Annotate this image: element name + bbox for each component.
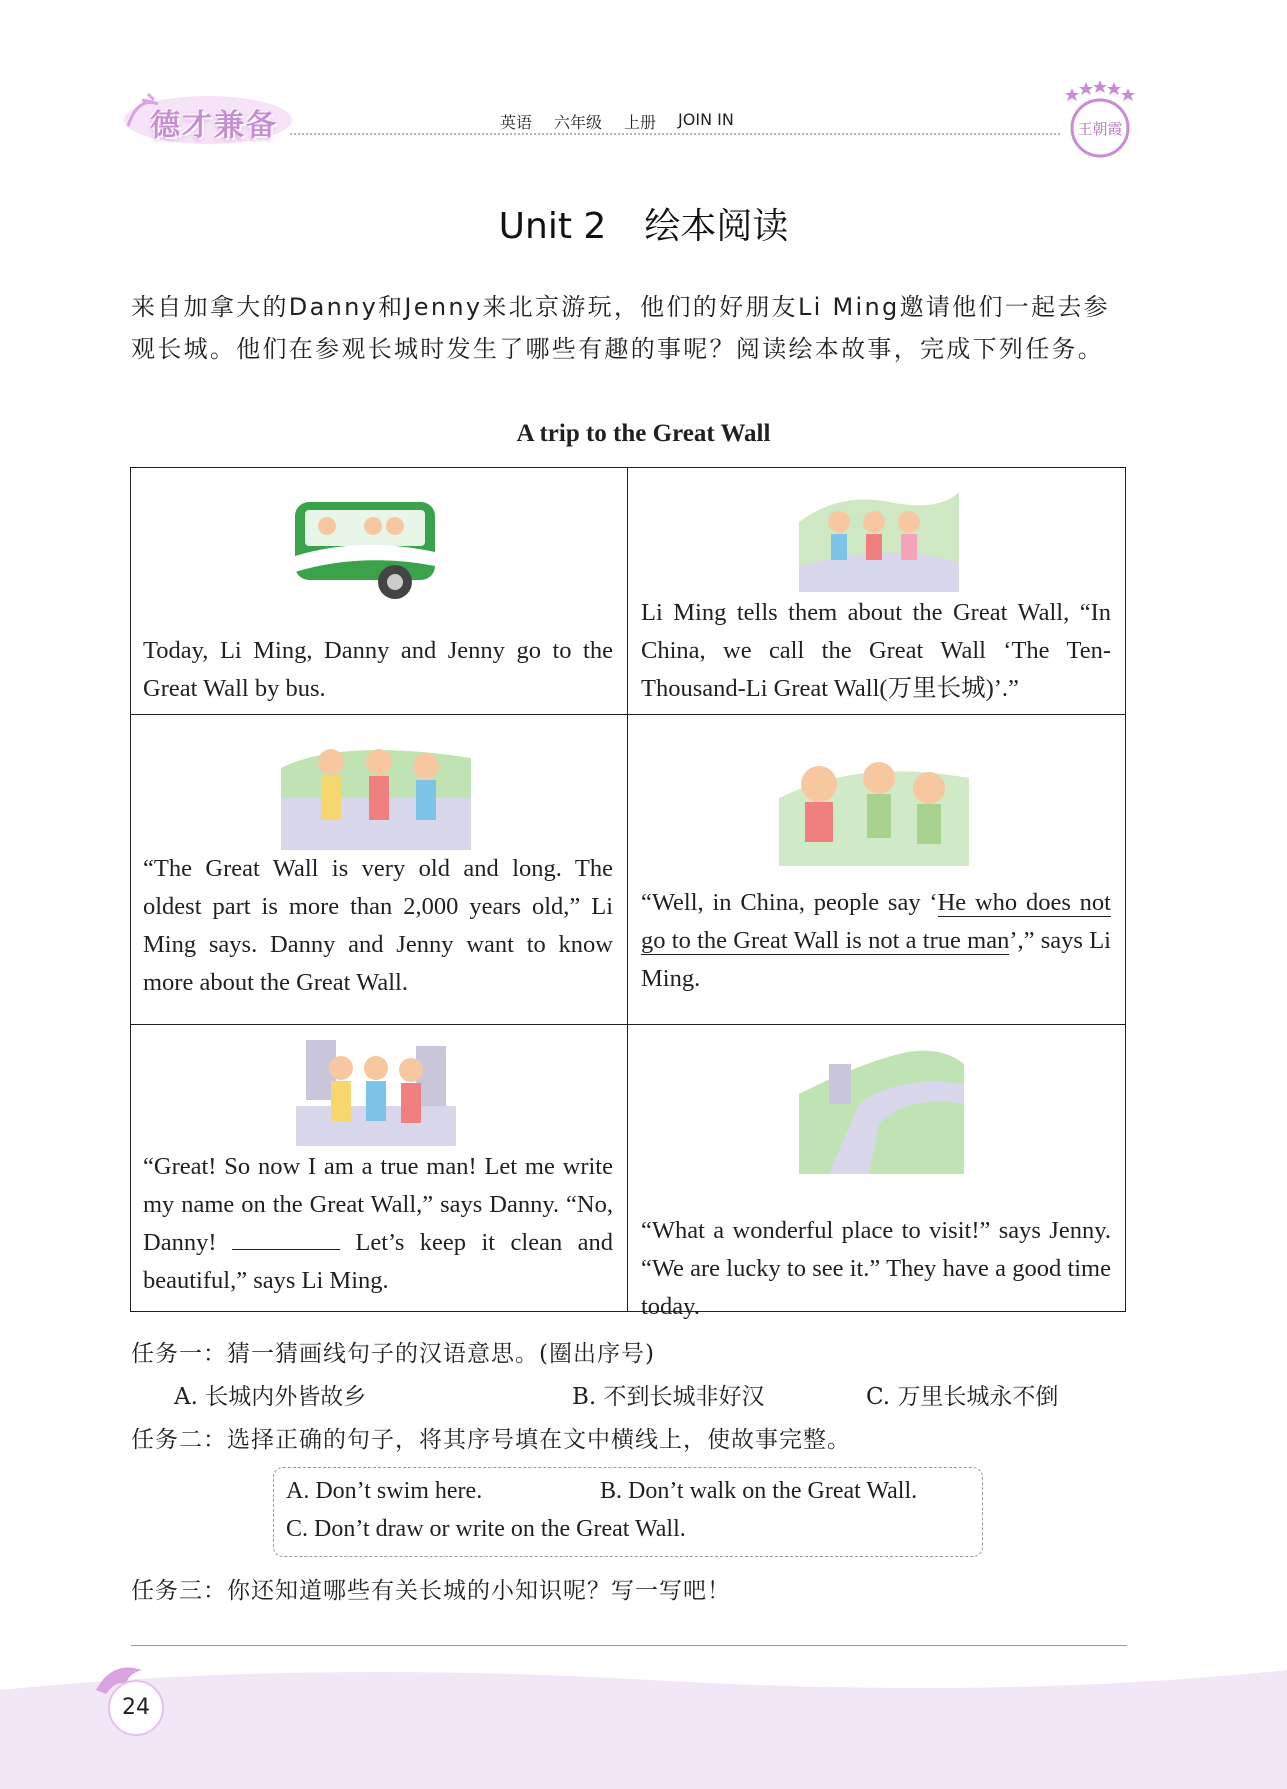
panel-4-text: “Well, in China, people say ‘He who does not go to the Great Wall is not a true man’,” says Li Ming. — [641, 889, 1111, 992]
task-1-option-b[interactable]: B. 不到长城非好汉 — [572, 1384, 765, 1410]
edition: JOIN IN — [678, 110, 734, 129]
kids-on-wall-illustration — [799, 482, 959, 592]
story-title: A trip to the Great Wall — [516, 420, 771, 447]
story-panel-2 — [629, 468, 1125, 714]
answer-blank[interactable] — [232, 1229, 340, 1250]
task-3-prompt: 任务三：你还知道哪些有关长城的小知识呢？写一写吧！ — [131, 1578, 731, 1604]
panel-1-text: Today, Li Ming, Danny and Jenny go to the Great Wall by bus. — [143, 637, 613, 702]
row-divider — [131, 714, 1125, 715]
task-1-option-c[interactable]: C. 万里长城永不倒 — [866, 1384, 1059, 1410]
answer-line — [131, 1645, 1127, 1646]
story-panel-3 — [131, 716, 627, 1024]
story-table — [130, 467, 1126, 1320]
story-panel-1 — [131, 468, 627, 714]
footer-wave — [0, 1660, 1287, 1789]
task-1-prompt: 任务一：猜一猜画线句子的汉语意思。(圈出序号) — [131, 1341, 655, 1367]
kids-smiling-illustration — [779, 738, 969, 866]
page-title — [0, 198, 1287, 249]
header-divider — [290, 133, 1060, 135]
task-1-option-a[interactable]: A. 长城内外皆故乡 — [174, 1384, 367, 1410]
row-divider — [131, 1024, 1125, 1025]
great-wall-illustration — [799, 1034, 964, 1174]
intro-paragraph: 来自加拿大的Danny和Jenny来北京游玩，他们的好朋友Li Ming邀请他们一起去参观长城。他们在参观长城时发生了哪些有趣的事呢？阅读绘本故事，完成下列任务。 — [131, 293, 1110, 363]
publisher-seal — [1060, 78, 1140, 162]
volume: 上册 — [624, 113, 657, 132]
story-panel-6 — [629, 1026, 1125, 1320]
story-panel-4 — [629, 716, 1125, 1024]
task-2-prompt: 任务二：选择正确的句子，将其序号填在文中横线上，使故事完整。 — [131, 1427, 851, 1453]
page-number: 24 — [108, 1680, 164, 1736]
task-2-choice-box — [273, 1467, 983, 1557]
subject: 英语 — [500, 113, 533, 132]
panel-6-text: “What a wonderful place to visit!” says Jenny. “We are lucky to see it.” They have a good time today. — [641, 1217, 1111, 1320]
kids-on-steps-illustration — [296, 1036, 456, 1146]
panel-2-text: Li Ming tells them about the Great Wall, “In China, we call the Great Wall ‘The Ten-Thousand-Li Great Wall(万里长城)’.” — [641, 599, 1111, 702]
grade: 六年级 — [554, 113, 603, 132]
unit-label: Unit 2 — [498, 206, 607, 247]
underlined-sentence: He who does not go to the Great Wall is not a true man — [641, 889, 1111, 954]
task-2-option-c[interactable]: C. Don’t draw or write on the Great Wall. — [286, 1516, 686, 1542]
story-panel-5 — [131, 1026, 627, 1313]
task-2-option-a[interactable]: A. Don’t swim here. — [286, 1478, 483, 1504]
task-2-option-b[interactable]: B. Don’t walk on the Great Wall. — [600, 1478, 918, 1504]
kids-talking-illustration — [281, 728, 471, 850]
panel-5-text: “Great! So now I am a true man! Let me write my name on the Great Wall,” says Danny. “No, Danny! Let’s keep it clean and beautiful,” says Li Ming. — [143, 1153, 614, 1294]
column-divider — [627, 468, 628, 1311]
panel-3-text: “The Great Wall is very old and long. The oldest part is more than 2,000 years old,” Li Ming says. Danny and Jenny want to know more about the Great Wall. — [143, 855, 613, 996]
svg-text:王朝霞: 王朝霞 — [1077, 120, 1123, 138]
book-info — [500, 110, 734, 133]
unit-name: 绘本阅读 — [644, 206, 789, 247]
logo-text: 德才兼备 — [150, 108, 278, 143]
bus-illustration — [291, 496, 441, 608]
